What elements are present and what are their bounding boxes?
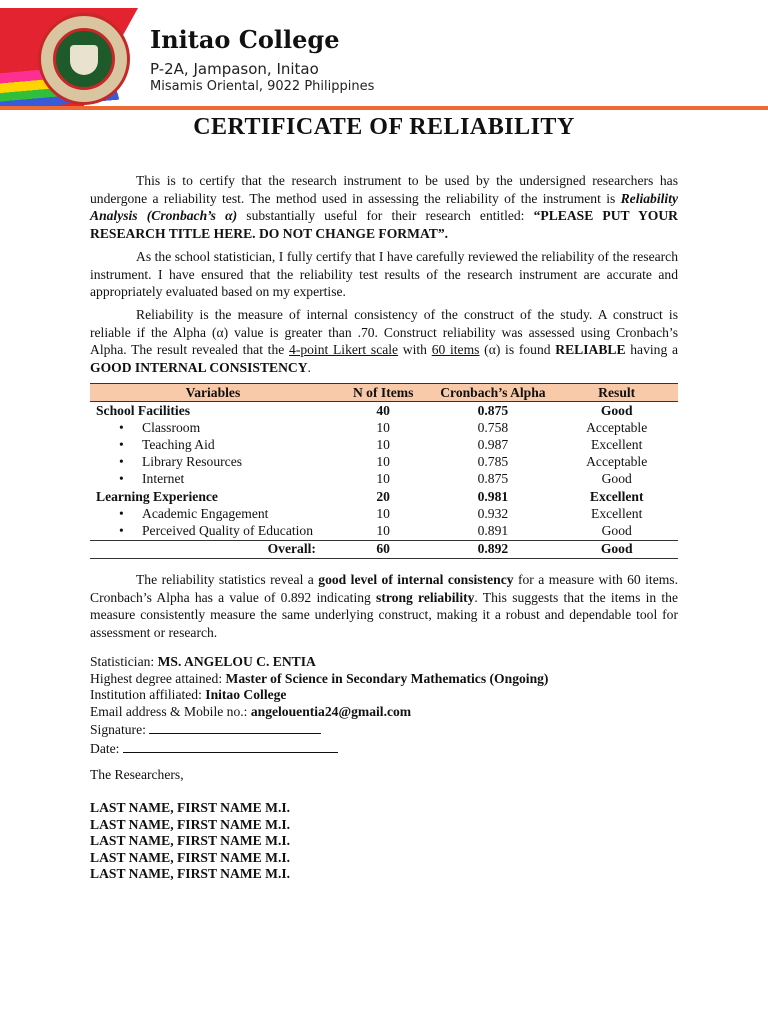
variable-label: Classroom bbox=[142, 419, 201, 435]
table-row bbox=[90, 436, 678, 453]
text: having a bbox=[625, 342, 678, 357]
cell-alpha: 0.932 bbox=[477, 505, 509, 521]
researcher-name: LAST NAME, FIRST NAME M.I. bbox=[90, 833, 291, 848]
label: Signature: bbox=[90, 722, 150, 737]
text: The reliability statistics reveal a bbox=[136, 572, 319, 587]
cell-result: Acceptable bbox=[586, 419, 648, 435]
signature-line bbox=[90, 720, 690, 739]
variable-label: Perceived Quality of Education bbox=[142, 522, 313, 538]
label: Institution affiliated: bbox=[90, 687, 206, 702]
cell-n: 10 bbox=[376, 436, 390, 452]
cell-variable: Learning Experience bbox=[96, 488, 218, 504]
date-blank bbox=[123, 739, 338, 753]
researcher-name: LAST NAME, FIRST NAME M.I. bbox=[90, 800, 291, 815]
cell-n: 10 bbox=[376, 454, 390, 470]
cell-variable bbox=[90, 505, 336, 522]
item-count: 60 items bbox=[431, 342, 480, 357]
bullet-icon: • bbox=[119, 471, 124, 487]
cell-result: Good bbox=[600, 402, 633, 418]
label: Statistician: bbox=[90, 654, 158, 669]
method-name: Reliability Analysis (Cronbach’s α) bbox=[90, 190, 678, 223]
cell-variable: School Facilities bbox=[96, 402, 191, 418]
researcher-name: LAST NAME, FIRST NAME M.I. bbox=[90, 866, 291, 881]
cell-result: Excellent bbox=[589, 488, 644, 504]
college-seal-inner bbox=[53, 28, 115, 90]
contact-line bbox=[90, 704, 690, 721]
cell-n: 20 bbox=[376, 488, 390, 504]
paragraph-reliability-definition bbox=[90, 306, 678, 376]
seal-shield-icon bbox=[70, 45, 98, 75]
text: This is to certify that the research instrument to be used by the undersigned researchers has undergone a reliability test. The method used in assessing the reliability of the instrument is bbox=[90, 173, 678, 206]
consistency-verdict: GOOD INTERNAL CONSISTENCY bbox=[90, 359, 308, 375]
address-line-2: Misamis Oriental, 9022 Philippines bbox=[150, 79, 375, 94]
institution-value: Initao College bbox=[205, 687, 287, 702]
bullet-icon: • bbox=[119, 419, 124, 435]
degree-value: Master of Science in Secondary Mathematics (Ongoing) bbox=[225, 670, 549, 686]
bullet-icon: • bbox=[119, 454, 124, 470]
paragraph-certification bbox=[90, 172, 678, 242]
reliability-table bbox=[90, 383, 678, 559]
table-row bbox=[90, 505, 678, 522]
cell-alpha: 0.987 bbox=[477, 436, 509, 452]
label: Date: bbox=[90, 740, 123, 756]
cell-n: 10 bbox=[376, 505, 390, 521]
table-row-group bbox=[90, 488, 678, 505]
degree-line bbox=[90, 671, 690, 688]
text: for a measure with 60 items. Cronbach’s Alpha has a value of 0.892 indicating bbox=[90, 572, 678, 605]
variable-label: Internet bbox=[142, 471, 185, 487]
label: Highest degree attained: bbox=[90, 670, 226, 686]
cell-alpha: 0.758 bbox=[477, 419, 509, 435]
cell-n: 10 bbox=[376, 419, 390, 435]
cell-result: Good bbox=[601, 522, 632, 538]
cell-result: Good bbox=[555, 540, 678, 558]
cell-n: 40 bbox=[376, 402, 390, 418]
paragraph-statistician-statement: As the school statistician, I fully certify that I have carefully reviewed the reliability of the research instrument. I have ensured that the reliability test results of the research instrument are accurate and appropriately evaluated based on my expertise. bbox=[90, 249, 678, 299]
text: with bbox=[398, 342, 432, 357]
bullet-icon: • bbox=[119, 505, 124, 521]
bullet-icon: • bbox=[119, 436, 124, 452]
cell-variable bbox=[90, 471, 336, 488]
cell-alpha: 0.891 bbox=[477, 522, 509, 538]
header-variables: Variables bbox=[90, 384, 336, 402]
cell-variable bbox=[90, 436, 336, 453]
table-row-group bbox=[90, 402, 678, 420]
paragraph-interpretation bbox=[90, 571, 678, 641]
variable-label: Library Resources bbox=[142, 454, 243, 470]
cell-variable bbox=[90, 522, 336, 540]
address-line-1: P-2A, Jampason, Initao bbox=[150, 60, 319, 78]
text: Reliability is the measure of internal consistency of the construct of the study. A construct is reliable if the Alpha (α) value is greater than .70. Construct reliability was assessed using Cronbach’s Alpha. The result revealed that the bbox=[90, 307, 678, 357]
statistician-name: MS. ANGELOU C. ENTIA bbox=[157, 654, 316, 669]
cell-result: Excellent bbox=[591, 505, 643, 521]
college-seal-logo bbox=[38, 13, 130, 105]
certificate-title: CERTIFICATE OF RELIABILITY bbox=[193, 114, 575, 140]
header-divider bbox=[0, 106, 768, 110]
reliability-verdict: RELIABLE bbox=[555, 342, 626, 357]
research-title-placeholder: “PLEASE PUT YOUR RESEARCH TITLE HERE. DO NOT CHANGE FORMAT”. bbox=[90, 208, 678, 241]
table-header-row bbox=[90, 384, 678, 402]
cell-n: 60 bbox=[336, 540, 431, 558]
cell-alpha: 0.892 bbox=[430, 540, 555, 558]
cell-n: 10 bbox=[376, 471, 390, 487]
researcher-name: LAST NAME, FIRST NAME M.I. bbox=[90, 816, 291, 832]
cell-alpha: 0.875 bbox=[477, 471, 509, 487]
signature-blank bbox=[149, 720, 321, 734]
reliability-phrase: strong reliability bbox=[376, 589, 475, 605]
letterhead bbox=[0, 0, 768, 112]
scale-type: 4-point Likert scale bbox=[289, 342, 399, 357]
table-row bbox=[90, 419, 678, 436]
cell-variable bbox=[90, 419, 336, 436]
bullet-icon: • bbox=[119, 522, 124, 538]
cell-result: Good bbox=[601, 471, 632, 487]
variable-label: Academic Engagement bbox=[142, 505, 269, 521]
table-row bbox=[90, 471, 678, 488]
institution-line bbox=[90, 687, 690, 704]
contact-value: angelouentia24@gmail.com bbox=[250, 703, 412, 719]
variable-label: Teaching Aid bbox=[142, 436, 215, 452]
researcher-name: LAST NAME, FIRST NAME M.I. bbox=[90, 849, 291, 865]
text: substantially useful for their research entitled: bbox=[237, 208, 534, 223]
cell-overall-label: Overall: bbox=[90, 540, 336, 558]
table-row bbox=[90, 522, 678, 540]
statistician-info bbox=[90, 654, 690, 757]
cell-result: Excellent bbox=[591, 436, 643, 452]
researchers-heading: The Researchers, bbox=[90, 767, 184, 782]
text: . This suggests that the items in the measure consistently measure the same underlying construct, making it a robust and dependable tool for assessment or research. bbox=[90, 589, 679, 640]
cell-variable bbox=[90, 454, 336, 471]
consistency-phrase: good level of internal consistency bbox=[318, 572, 514, 587]
cell-alpha: 0.981 bbox=[477, 488, 509, 504]
header-cronbach-alpha: Cronbach’s Alpha bbox=[430, 384, 555, 402]
cell-n: 10 bbox=[376, 522, 390, 538]
researchers-list bbox=[90, 800, 690, 883]
cell-result: Acceptable bbox=[586, 454, 648, 470]
table-row bbox=[90, 454, 678, 471]
text: . bbox=[307, 359, 311, 375]
label: Email address & Mobile no.: bbox=[90, 703, 251, 719]
date-line bbox=[90, 739, 690, 758]
cell-alpha: 0.785 bbox=[477, 454, 509, 470]
header-result: Result bbox=[555, 384, 678, 402]
cell-alpha: 0.875 bbox=[477, 402, 509, 418]
college-name: Initao College bbox=[150, 25, 340, 54]
statistician-name-line bbox=[90, 654, 690, 671]
header-n-items: N of Items bbox=[336, 384, 431, 402]
table-row-overall bbox=[90, 540, 678, 558]
text: (α) is found bbox=[479, 342, 556, 357]
